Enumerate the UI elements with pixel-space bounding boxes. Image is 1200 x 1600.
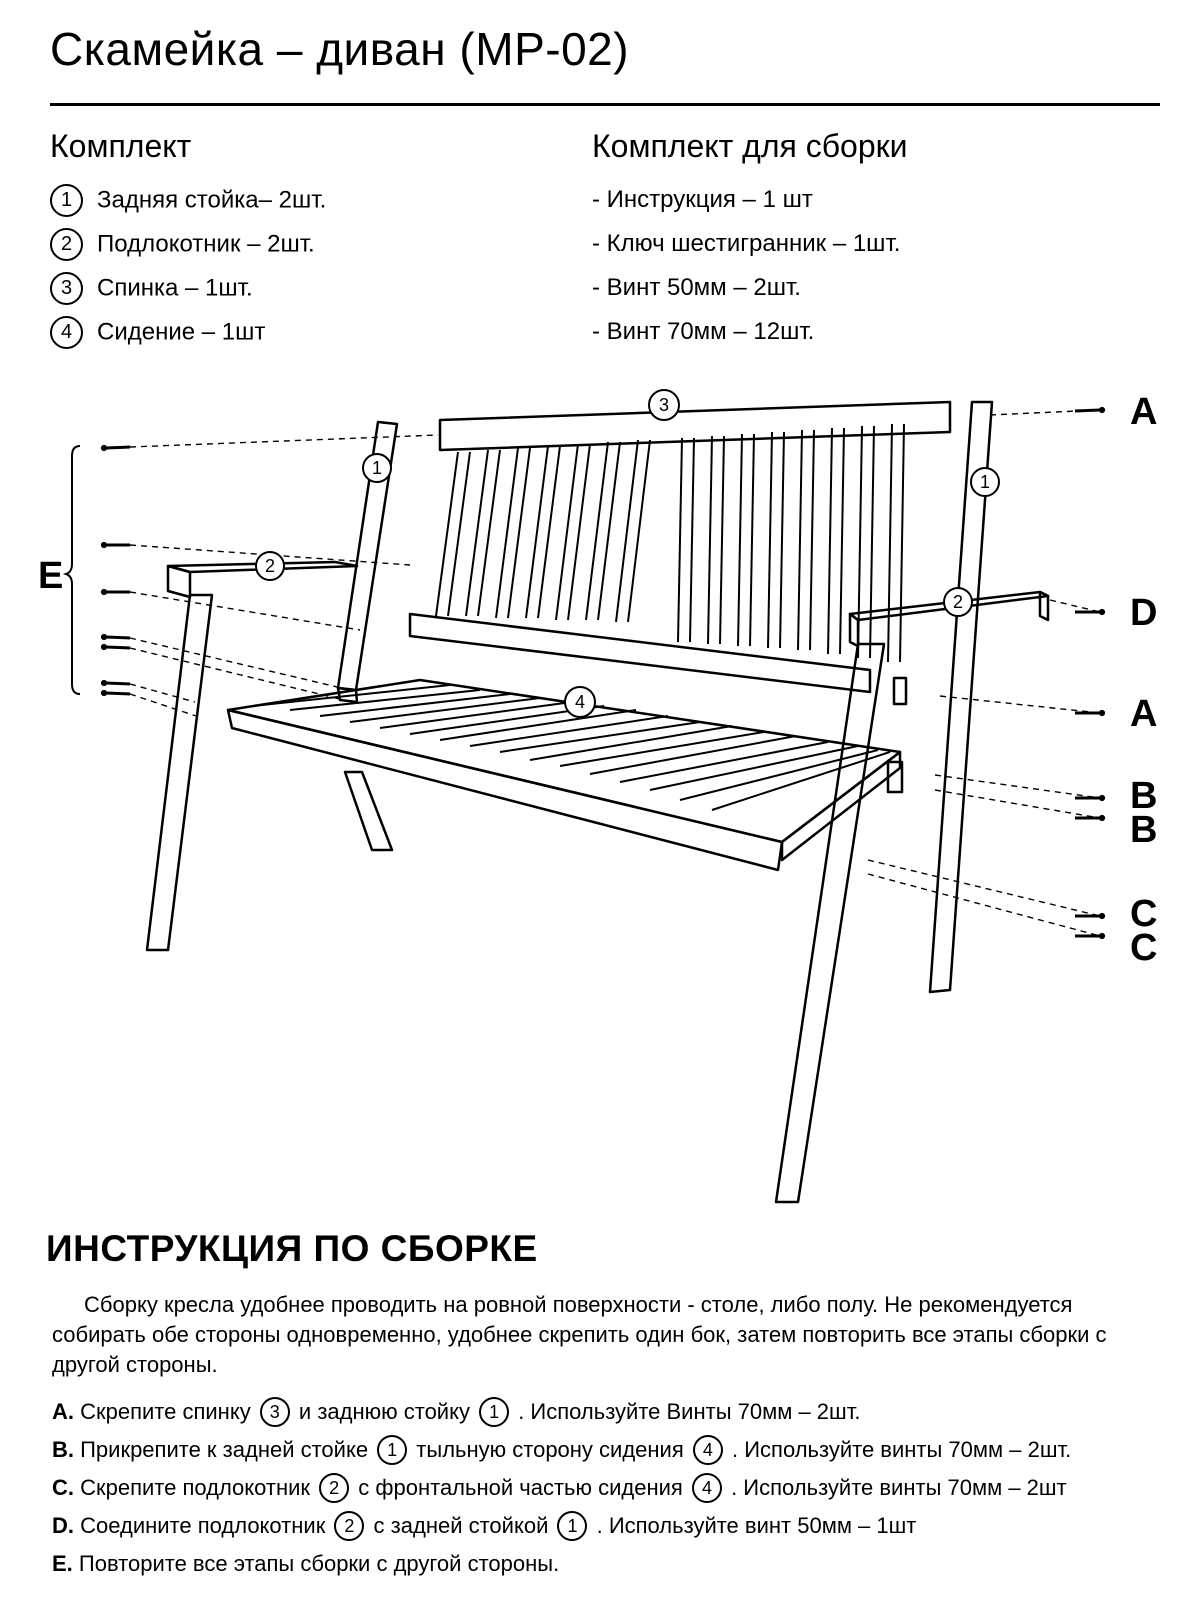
page-title: Скамейка – диван (MP-02): [50, 23, 630, 75]
part-ref-badge: 2: [319, 1473, 349, 1503]
assembly-kit-item: - Инструкция – 1 шт: [592, 186, 813, 213]
svg-text:2: 2: [952, 592, 964, 612]
part-number-badge: 1: [50, 184, 83, 217]
step-item: D. Соедините подлокотник 2 с задней стойкой 1 . Используйте винт 50мм – 1шт: [52, 1506, 1172, 1544]
part-number-badge: 3: [50, 272, 83, 305]
part-ref-badge: 4: [693, 1435, 723, 1465]
screw-label-c: C: [1130, 927, 1158, 969]
part-ref-badge: 1: [479, 1397, 509, 1427]
part-ref-badge: 1: [377, 1435, 407, 1465]
screw-icon: [1075, 934, 1105, 939]
screw-icon: [102, 543, 131, 548]
step-item: E. Повторите все этапы сборки с другой стороны.: [52, 1551, 560, 1577]
assembly-kit-item: - Винт 50мм – 2шт.: [592, 274, 801, 301]
seat-front-edge: [228, 710, 782, 870]
part-ref-badge: 3: [260, 1397, 290, 1427]
right-front-leg: [776, 644, 884, 1202]
kit-item: [50, 266, 326, 310]
instructions-intro: Сборку кресла удобнее проводить на ровной поверхности - столе, либо полу. Не рекомендуется собирать обе стороны одновременно, удобнее скрепить один бок, затем повторить все этапы сборки с другой стороны.: [52, 1292, 1107, 1377]
screw-label-b: B: [1130, 775, 1158, 817]
svg-text:4: 4: [574, 692, 586, 712]
kit-heading: Комплект: [50, 128, 192, 164]
svg-text:1: 1: [371, 458, 383, 478]
part-number-badge: 2: [50, 228, 83, 261]
screw-icon: [1075, 711, 1105, 716]
screw-icon: [1075, 408, 1105, 413]
svg-text:1: 1: [979, 472, 991, 492]
left-armrest-front: [168, 566, 190, 597]
instructions-heading: ИНСТРУКЦИЯ ПО СБОРКЕ: [46, 1228, 538, 1269]
screw-icon: [102, 681, 131, 686]
kit-item-text: Задняя стойка– 2шт.: [97, 186, 327, 214]
part-label-1-right: [971, 468, 999, 496]
title-divider: [50, 103, 1160, 106]
step-item: B. Прикрепите к задней стойке 1 тыльную сторону сидения 4 . Используйте винты 70мм – 2шт.: [52, 1430, 1172, 1468]
screw-icon: [102, 446, 131, 451]
screw-icon: [102, 691, 131, 696]
part-ref-badge: 1: [557, 1511, 587, 1541]
part-label-1-left: [363, 454, 391, 482]
e-bracket: [66, 446, 80, 694]
step-item: A. Скрепите спинку 3 и заднюю стойку 1 . Используйте Винты 70мм – 2шт.: [52, 1392, 1172, 1430]
screw-icon: [1075, 914, 1105, 919]
kit-item-text: Сидение – 1шт: [97, 318, 266, 346]
screw-label-b: B: [1130, 809, 1158, 851]
part-ref-badge: 2: [334, 1511, 364, 1541]
assembly-kit-list: [592, 178, 900, 354]
lower-backrest-rail: [410, 614, 870, 692]
screw-icon: [102, 590, 131, 595]
bench-assembly-diagram: [0, 380, 1200, 1240]
screw-icon: [102, 645, 131, 650]
screw-label-a: A: [1130, 391, 1158, 433]
svg-text:2: 2: [264, 556, 276, 576]
part-ref-badge: 4: [692, 1473, 722, 1503]
kit-item-text: Спинка – 1шт.: [97, 274, 253, 302]
svg-text:3: 3: [658, 395, 670, 415]
part-label-4: [565, 687, 595, 717]
part-label-3: [649, 390, 679, 420]
kit-item: [50, 222, 326, 266]
bracket-label-e: E: [38, 555, 64, 597]
left-rear-leg: [345, 772, 392, 850]
part-label-2-left: [256, 552, 284, 580]
part-number-badge: 4: [50, 316, 83, 349]
right-armrest-front: [850, 614, 858, 646]
screw-label-c: C: [1130, 893, 1158, 935]
seat-top: [228, 680, 900, 842]
kit-list: [50, 178, 326, 354]
part-labels: [256, 390, 999, 717]
kit-item: [50, 178, 326, 222]
backrest-bracket: [894, 678, 906, 704]
part-label-2-right: [944, 588, 972, 616]
screw-label-a: A: [1130, 693, 1158, 735]
left-front-leg: [147, 595, 212, 950]
kit-item: [50, 310, 326, 354]
step-item: C. Скрепите подлокотник 2 с фронтальной частью сидения 4 . Используйте винты 70мм – 2шт: [52, 1468, 1172, 1506]
screw-label-d: D: [1130, 592, 1158, 634]
screw-icon: [1075, 610, 1105, 615]
screw-icon: [102, 635, 131, 640]
assembly-kit-item: - Винт 70мм – 12шт.: [592, 318, 815, 345]
assembly-kit-item: - Ключ шестигранник – 1шт.: [592, 230, 901, 257]
assembly-steps: [52, 1392, 1172, 1582]
assembly-kit-heading: Комплект для сборки: [592, 128, 908, 164]
kit-item-text: Подлокотник – 2шт.: [97, 230, 315, 258]
